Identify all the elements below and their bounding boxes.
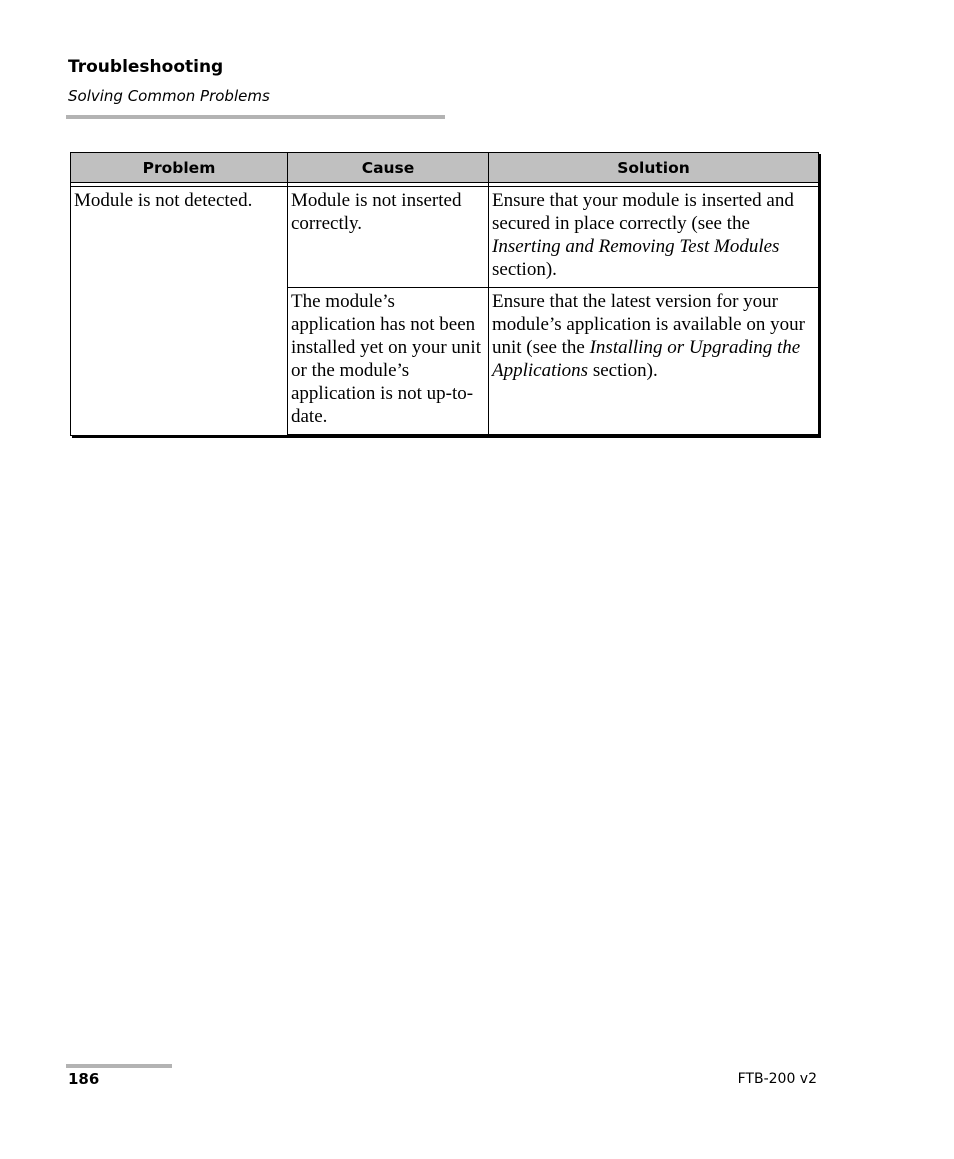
column-header-problem: Problem (71, 153, 288, 183)
column-header-solution: Solution (489, 153, 819, 183)
page-subtitle: Solving Common Problems (68, 87, 270, 105)
page-number: 186 (68, 1070, 100, 1088)
solution-text: Ensure that the latest version for your module’s application is available on your unit (see the (492, 291, 805, 358)
problem-cell: Module is not detected. (71, 187, 288, 436)
solution-cell (489, 288, 819, 436)
solution-text: Ensure that your module is inserted and secured in place correctly (see the (492, 190, 794, 234)
document-id: FTB-200 v2 (737, 1071, 817, 1087)
page-section-title: Troubleshooting (68, 57, 224, 77)
troubleshooting-table (70, 152, 819, 436)
table-header-row (71, 153, 819, 183)
header-divider (66, 115, 445, 119)
cause-cell: The module’s application has not been installed yet on your unit or the module’s application is not up-to-date. (288, 288, 489, 436)
solution-reference: Installing or Upgrading the Applications (492, 337, 801, 381)
solution-text-end: section). (492, 259, 557, 280)
column-header-cause: Cause (288, 153, 489, 183)
table-row (71, 187, 819, 288)
footer-divider (66, 1064, 172, 1068)
cause-cell: Module is not inserted correctly. (288, 187, 489, 288)
solution-reference: Inserting and Removing Test Modules (492, 236, 780, 257)
solution-text-end: section). (588, 360, 658, 381)
solution-cell (489, 187, 819, 288)
